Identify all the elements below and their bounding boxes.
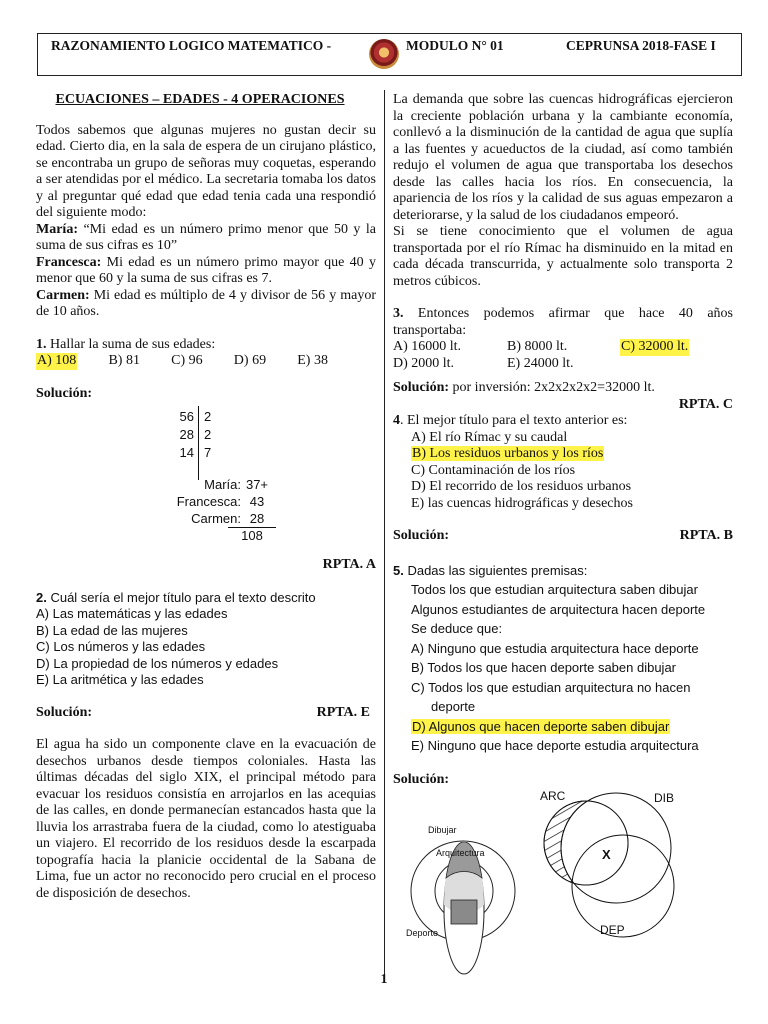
answer-4: RPTA. B: [679, 528, 733, 543]
division-bar: [198, 406, 199, 480]
question-1-options: [36, 353, 328, 370]
question-4: 4. El mejor título para el texto anterior es:: [393, 413, 628, 428]
page-number: 1: [380, 972, 388, 987]
option-q4-b: B) Los residuos urbanos y los ríos: [412, 446, 604, 461]
option-q1-c: C) 96: [171, 353, 203, 368]
option-q4-a: A) El río Rímac y su caudal: [411, 429, 568, 445]
passage-left: El agua ha sido un componente clave en la evacuación de desechos urbanos desde tiempos coloniales. Hasta las últimas décadas del siglo XIX, el principal método para evacuar los residuos consistía en arrojarlos en las acequias de las calles, en donde permanecían estancados hasta que la lluvia los arrastraba fuera de la ciudad, como lo atestiguaba un viajero. El recorrido de los residuos desde la escarpada topografía hacia la planicie occidental de la Sabana de Lima, fue un actor no reconocido pero crucial en el proceso de disposición de desechos.: [36, 737, 376, 901]
option-q5-e: E) Ninguno que hace deporte estudia arquitectura: [411, 738, 699, 753]
header-program: CEPRUNSA 2018-FASE I: [566, 38, 716, 53]
option-q2-b: B) La edad de las mujeres: [36, 622, 188, 638]
maria-statement: María: “Mi edad es un número primo menor que 50 y la suma de sus cifras es 10”: [36, 221, 376, 253]
option-q5-c: C) Todos los que estudian arquitectura no hacen: [411, 679, 691, 695]
option-q5-c-cont: deporte: [431, 699, 476, 714]
answer-1: RPTA. A: [322, 557, 376, 572]
calc-total: 108: [241, 528, 263, 543]
option-q2-d: D) La propiedad de los números y edades: [36, 655, 279, 671]
option-q1-b: B) 81: [108, 353, 140, 368]
solution-row-4: Solución: RPTA. B: [393, 528, 733, 543]
solution-label-1: Solución:: [36, 385, 93, 401]
passage-right-2: Si se tiene conocimiento que el volumen de agua transportada por el río Rímac ha disminuido en la mitad en cada década transcurrida, y actualmente solo transporta 2 metros cúbicos.: [393, 224, 733, 289]
division-divisors: 2 2 7: [204, 409, 212, 460]
header-module: MODULO N° 01: [406, 38, 504, 53]
solution-label-5: Solución:: [393, 771, 450, 787]
header-course-title: RAZONAMIENTO LOGICO MATEMATICO -: [51, 38, 332, 53]
shaded-intersection: [451, 900, 477, 924]
option-q1-d: D) 69: [233, 353, 267, 368]
question-3: 3. Entonces podemos afirmar que hace 40 años transportaba:: [393, 306, 733, 338]
option-q2-c: C) Los números y las edades: [36, 639, 206, 654]
question-5: 5. Dadas las siguientes premisas: Todos los que estudian arquitectura saben dibujar Algunos estudiantes de arquitectura hacen deporte Se deduce que: A) Ninguno que estudia arquitectura hace deporte B) Todos los que hacen deporte saben dibujar C) Todos los que estudian arquitectura no hacen deporte D) Algunos que hacen deporte saben dibujar E) Ninguno que hace deporte estudia arquitectura: [393, 561, 733, 756]
left-column: [36, 92, 376, 902]
division-dividends: 56 28 14: [179, 409, 194, 460]
option-q5-b: B) Todos los que hacen deporte saben dibujar: [411, 660, 677, 675]
carmen-statement: Carmen: Mi edad es múltiplo de 4 y divisor de 56 y mayor de 10 años.: [36, 287, 376, 319]
option-q4-e: E) las cuencas hidrográficas y desechos: [411, 495, 633, 511]
nested-sets-diagram: [398, 818, 538, 978]
right-column: [393, 92, 733, 788]
question-1: 1. Hallar la suma de sus edades:: [36, 336, 216, 352]
option-q2-a: A) Las matemáticas y las edades: [36, 606, 228, 621]
option-q3-d: D) 2000 lt.: [393, 355, 455, 371]
deduction-label: Se deduce que:: [411, 621, 503, 636]
venn-diagram: [540, 788, 740, 948]
deporte-label: Deporte: [406, 928, 439, 938]
calculation-block: [36, 402, 376, 567]
calc-names: María: Francesca: Carmen:: [176, 477, 241, 526]
x-marker: X: [602, 847, 611, 862]
option-q4-d: D) El recorrido de los residuos urbanos: [411, 479, 632, 494]
option-q3-e: E) 24000 lt.: [507, 355, 574, 371]
premise-2: Algunos estudiantes de arquitectura hacen deporte: [411, 601, 706, 617]
section-title: ECUACIONES – EDADES - 4 OPERACIONES: [55, 92, 345, 107]
option-q5-d: D) Algunos que hacen deporte saben dibujar: [412, 718, 670, 734]
dep-label: DEP: [600, 923, 625, 937]
option-q4-c: C) Contaminación de los ríos: [411, 462, 576, 478]
francesca-statement: Francesca: Mi edad es un número primo mayor que 40 y menor que 60 y la suma de sus cifras es 7.: [36, 254, 376, 286]
passage-right-1: La demanda que sobre las cuencas hidrográficas ejercieron la creciente población urbana y la cambiante economía, conllevó a la disminución de la cantidad de agua que suplía a las fuentes y acueductos de la ciudad, así como también redujo el volumen de agua que transportaba los desechos desde las calles hacia los ríos. En consecuencia, la apariencia de los ríos y la calidad de sus aguas empezaron a deteriorarse, y la salud de los ciudadanos empeoró.: [393, 92, 733, 223]
option-q1-a: A) 108: [37, 353, 77, 368]
option-q3-c: C) 32000 lt.: [621, 339, 689, 354]
arc-dib-overlap: [561, 793, 671, 903]
answer-2: RPTA. E: [316, 704, 370, 720]
question-2: 2. Cuál sería el mejor título para el texto descrito A) Las matemáticas y las edades B) La edad de las mujeres C) Los números y las edades D) La propiedad de los números y edades E) La aritmética y las edades: [36, 590, 376, 689]
arquitectura-label: Arquitectura: [436, 848, 485, 858]
option-q2-e: E) La aritmética y las edades: [36, 672, 204, 687]
solution-row-2: Solución: RPTA. E: [36, 705, 376, 722]
university-seal-icon: [369, 39, 399, 69]
calc-ages: 37+ 43 28: [245, 477, 269, 526]
option-q1-e: E) 38: [297, 353, 328, 368]
premise-1: Todos los que estudian arquitectura saben dibujar: [411, 582, 698, 597]
answer-3: RPTA. C: [678, 396, 733, 412]
option-q3-b: B) 8000 lt.: [507, 339, 568, 354]
arc-label: ARC: [540, 789, 566, 803]
option-q5-a: A) Ninguno que estudia arquitectura hace deporte: [411, 640, 699, 656]
option-q3-a: A) 16000 lt.: [393, 339, 462, 354]
dib-label: DIB: [654, 791, 675, 805]
intro-text: Todos sabemos que algunas mujeres no gustan decir su edad. Cierto dia, en la sala de espera de un cirujano plástico, se encontraba un grupo de señoras muy coquetas, esperando a ser atendidas por el médico. La secretaria tomaba los datos y al preguntar qué edad que edad tenia cada una respondió del siguiente modo:: [36, 122, 376, 220]
solution-3: Solución: por inversión: 2x2x2x2x2=32000 lt.: [393, 380, 655, 395]
column-divider: [384, 90, 385, 975]
question-3-options: [393, 339, 733, 372]
question-4-options: [393, 430, 733, 513]
dibujar-label: Dibujar: [428, 825, 457, 835]
